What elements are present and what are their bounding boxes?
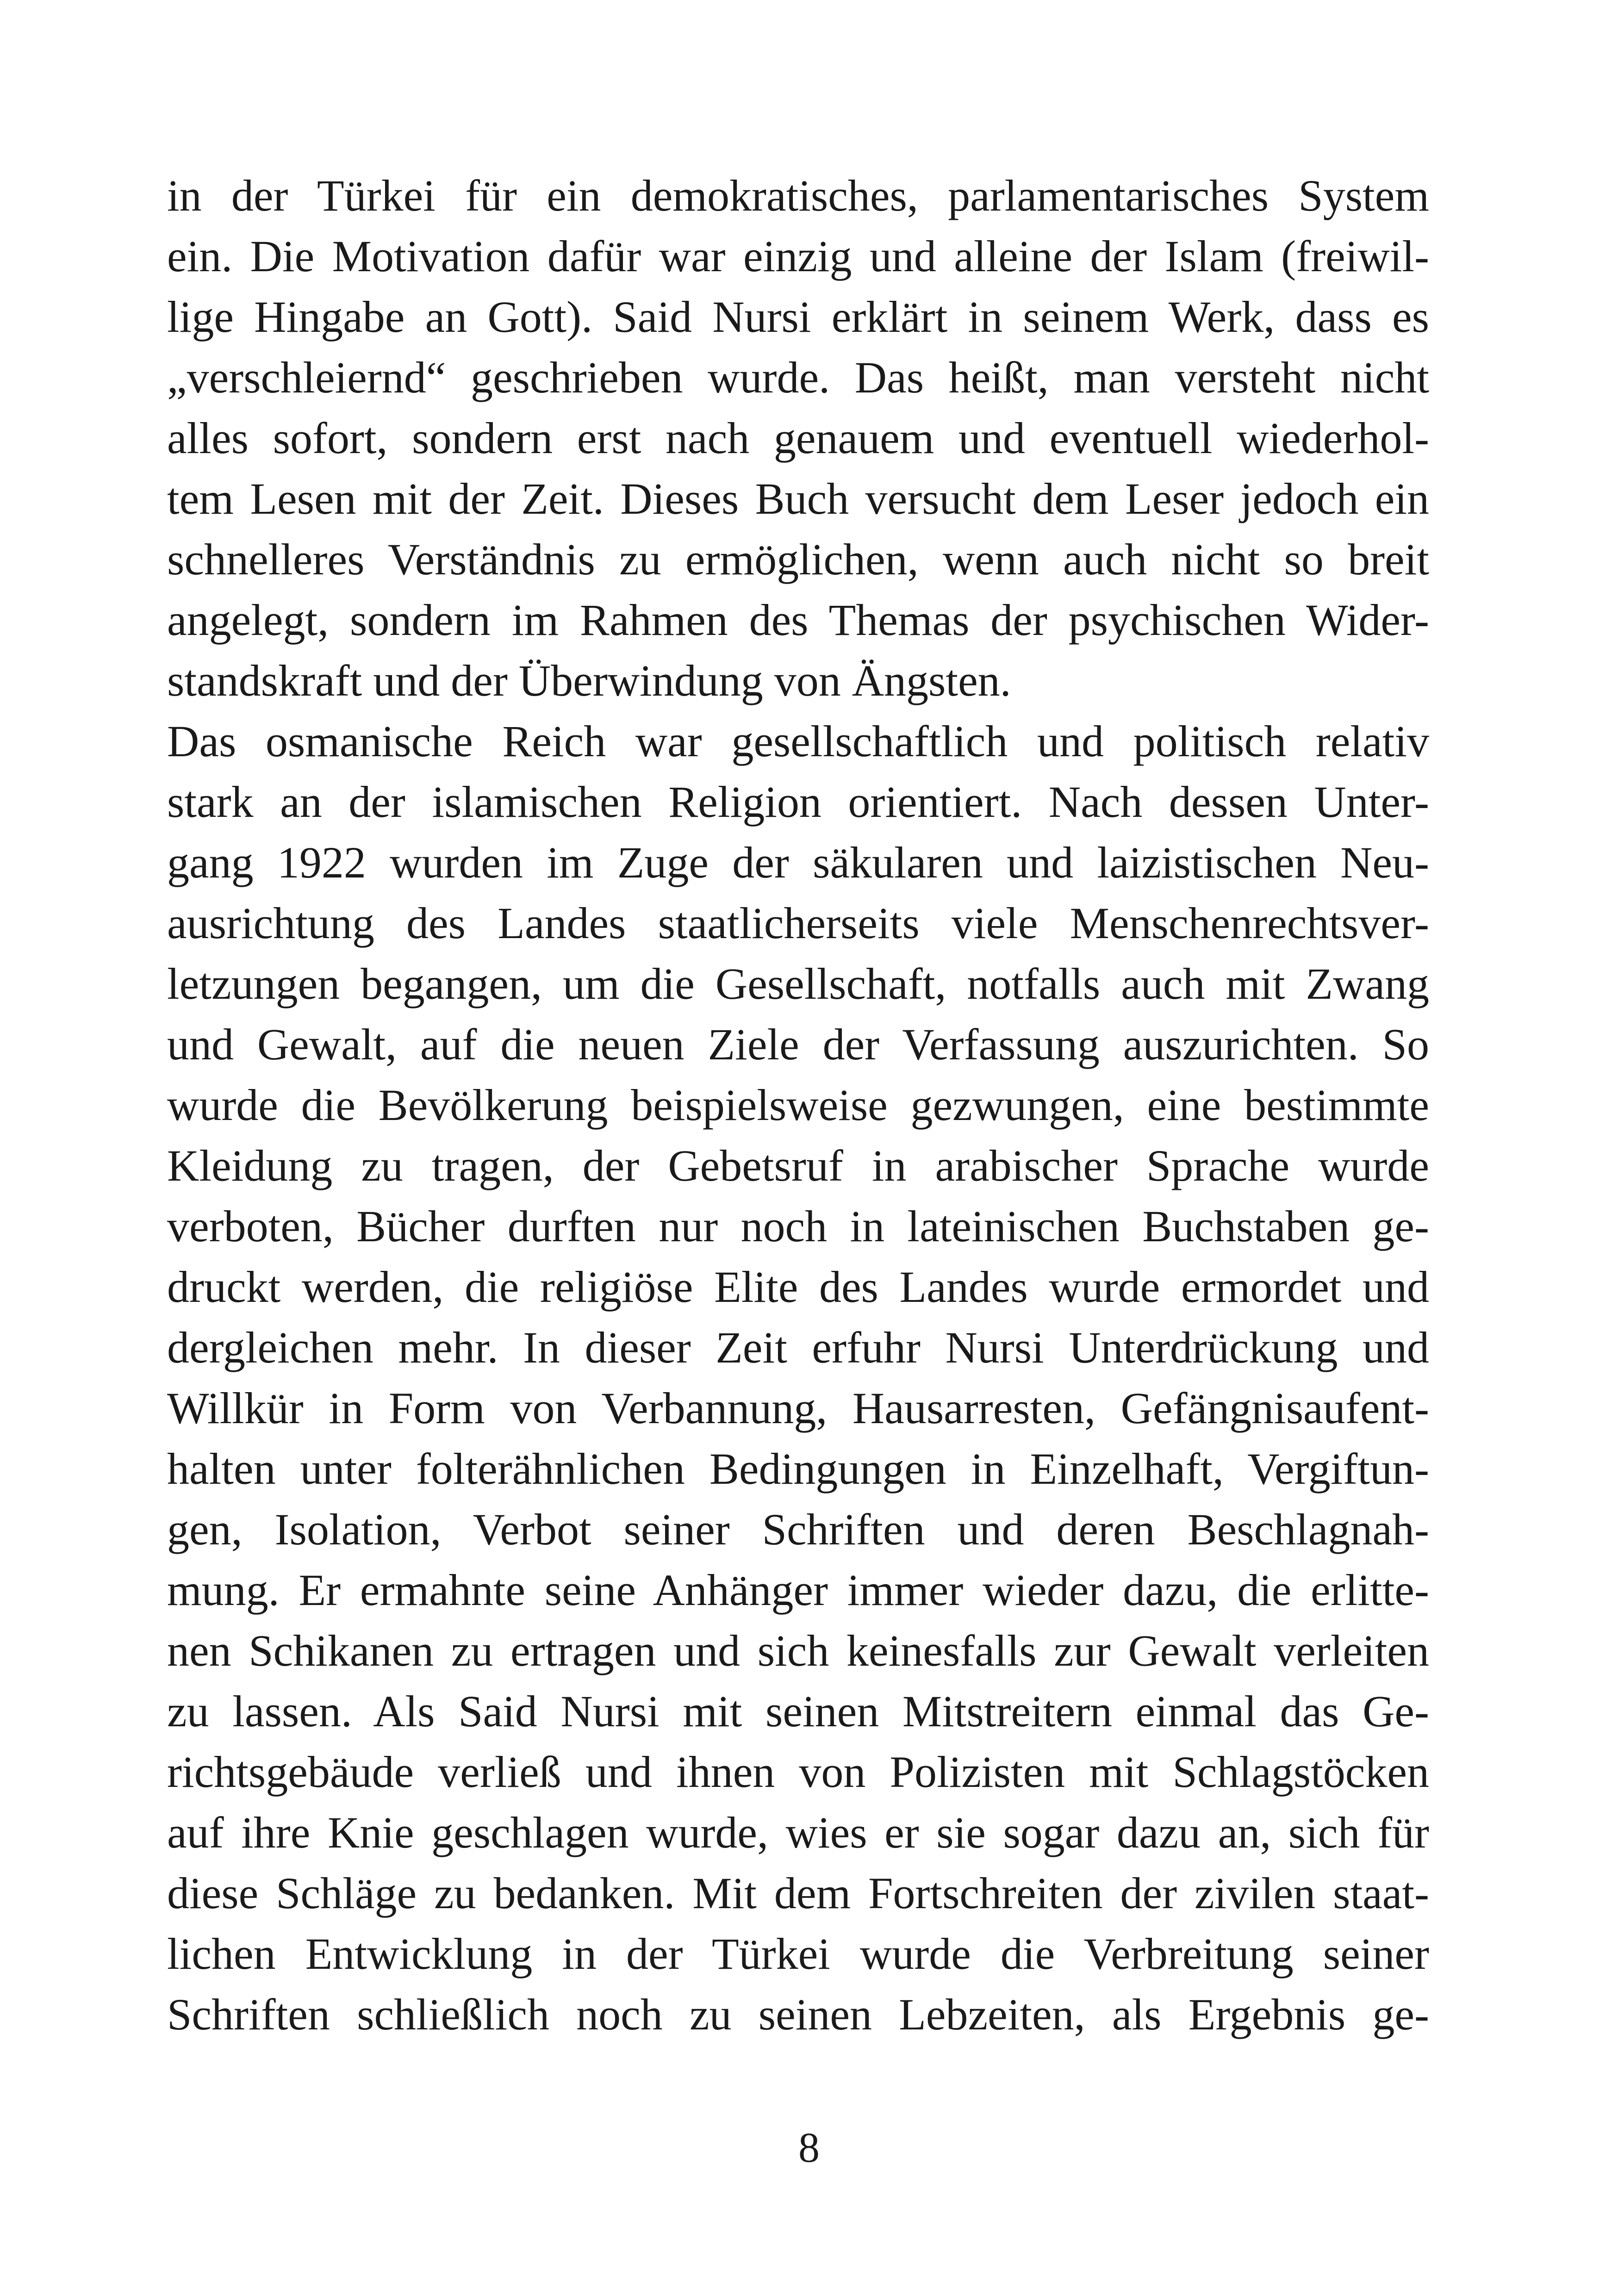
text-line: lichen Entwicklung in der Türkei wurde die Verbreitung seiner bbox=[167, 1929, 1429, 1979]
text-line: lige Hingabe an Gott). Said Nursi erklärt in seinem Werk, dass es bbox=[167, 292, 1429, 342]
text-line: zu lassen. Als Said Nursi mit seinen Mitstreitern einmal das Ge- bbox=[167, 1686, 1429, 1736]
text-line: auf ihre Knie geschlagen wurde, wies er sie sogar dazu an, sich für bbox=[167, 1808, 1429, 1857]
text-line: mung. Er ermahnte seine Anhänger immer wieder dazu, die erlitte- bbox=[167, 1565, 1429, 1615]
text-line: Schriften schließlich noch zu seinen Lebzeiten, als Ergebnis ge- bbox=[167, 1990, 1429, 2039]
text-line: dergleichen mehr. In dieser Zeit erfuhr Nursi Unterdrückung und bbox=[167, 1323, 1429, 1372]
text-line: richtsgebäude verließ und ihnen von Polizisten mit Schlagstöcken bbox=[167, 1747, 1429, 1797]
text-line: „verschleiernd“ geschrieben wurde. Das heißt, man versteht nicht bbox=[167, 353, 1429, 402]
text-line: schnelleres Verständnis zu ermöglichen, wenn auch nicht so breit bbox=[167, 535, 1429, 584]
text-line: nen Schikanen zu ertragen und sich keinesfalls zur Gewalt verleiten bbox=[167, 1626, 1429, 1675]
text-line: verboten, Bücher durften nur noch in lateinischen Buchstaben ge- bbox=[167, 1201, 1429, 1251]
text-line: tem Lesen mit der Zeit. Dieses Buch versucht dem Leser jedoch ein bbox=[167, 474, 1429, 523]
text-line: halten unter folterähnlichen Bedingungen in Einzelhaft, Vergiftun- bbox=[167, 1444, 1429, 1493]
text-line: standskraft und der Überwindung von Ängsten. bbox=[167, 656, 1011, 705]
text-line: Das osmanische Reich war gesellschaftlich und politisch relativ bbox=[167, 716, 1429, 766]
text-line: alles sofort, sondern erst nach genauem und eventuell wiederhol- bbox=[167, 413, 1429, 463]
text-line: Willkür in Form von Verbannung, Hausarresten, Gefängnisaufent- bbox=[167, 1383, 1429, 1433]
text-line: ein. Die Motivation dafür war einzig und alleine der Islam (freiwil- bbox=[167, 231, 1429, 281]
text-line: Kleidung zu tragen, der Gebetsruf in arabischer Sprache wurde bbox=[167, 1141, 1429, 1190]
text-line: gen, Isolation, Verbot seiner Schriften und deren Beschlagnah- bbox=[167, 1505, 1429, 1554]
text-line: diese Schläge zu bedanken. Mit dem Fortschreiten der zivilen staat- bbox=[167, 1868, 1429, 1918]
text-line: wurde die Bevölkerung beispielsweise gezwungen, eine bestimmte bbox=[167, 1080, 1429, 1130]
text-line: und Gewalt, auf die neuen Ziele der Verfassung auszurichten. So bbox=[167, 1020, 1429, 1069]
text-line: angelegt, sondern im Rahmen des Themas der psychischen Wider- bbox=[167, 595, 1429, 645]
text-line: letzungen begangen, um die Gesellschaft, notfalls auch mit Zwang bbox=[167, 959, 1429, 1008]
text-line: in der Türkei für ein demokratisches, parlamentarisches System bbox=[167, 171, 1429, 220]
text-line: druckt werden, die religiöse Elite des Landes wurde ermordet und bbox=[167, 1262, 1429, 1312]
text-line: gang 1922 wurden im Zuge der säkularen und laizistischen Neu- bbox=[167, 838, 1429, 887]
text-line: stark an der islamischen Religion orientiert. Nach dessen Unter- bbox=[167, 777, 1429, 827]
text-line: ausrichtung des Landes staatlicherseits viele Menschenrechtsver- bbox=[167, 898, 1429, 948]
body-text bbox=[167, 165, 1429, 2045]
page-number: 8 bbox=[798, 2124, 820, 2171]
